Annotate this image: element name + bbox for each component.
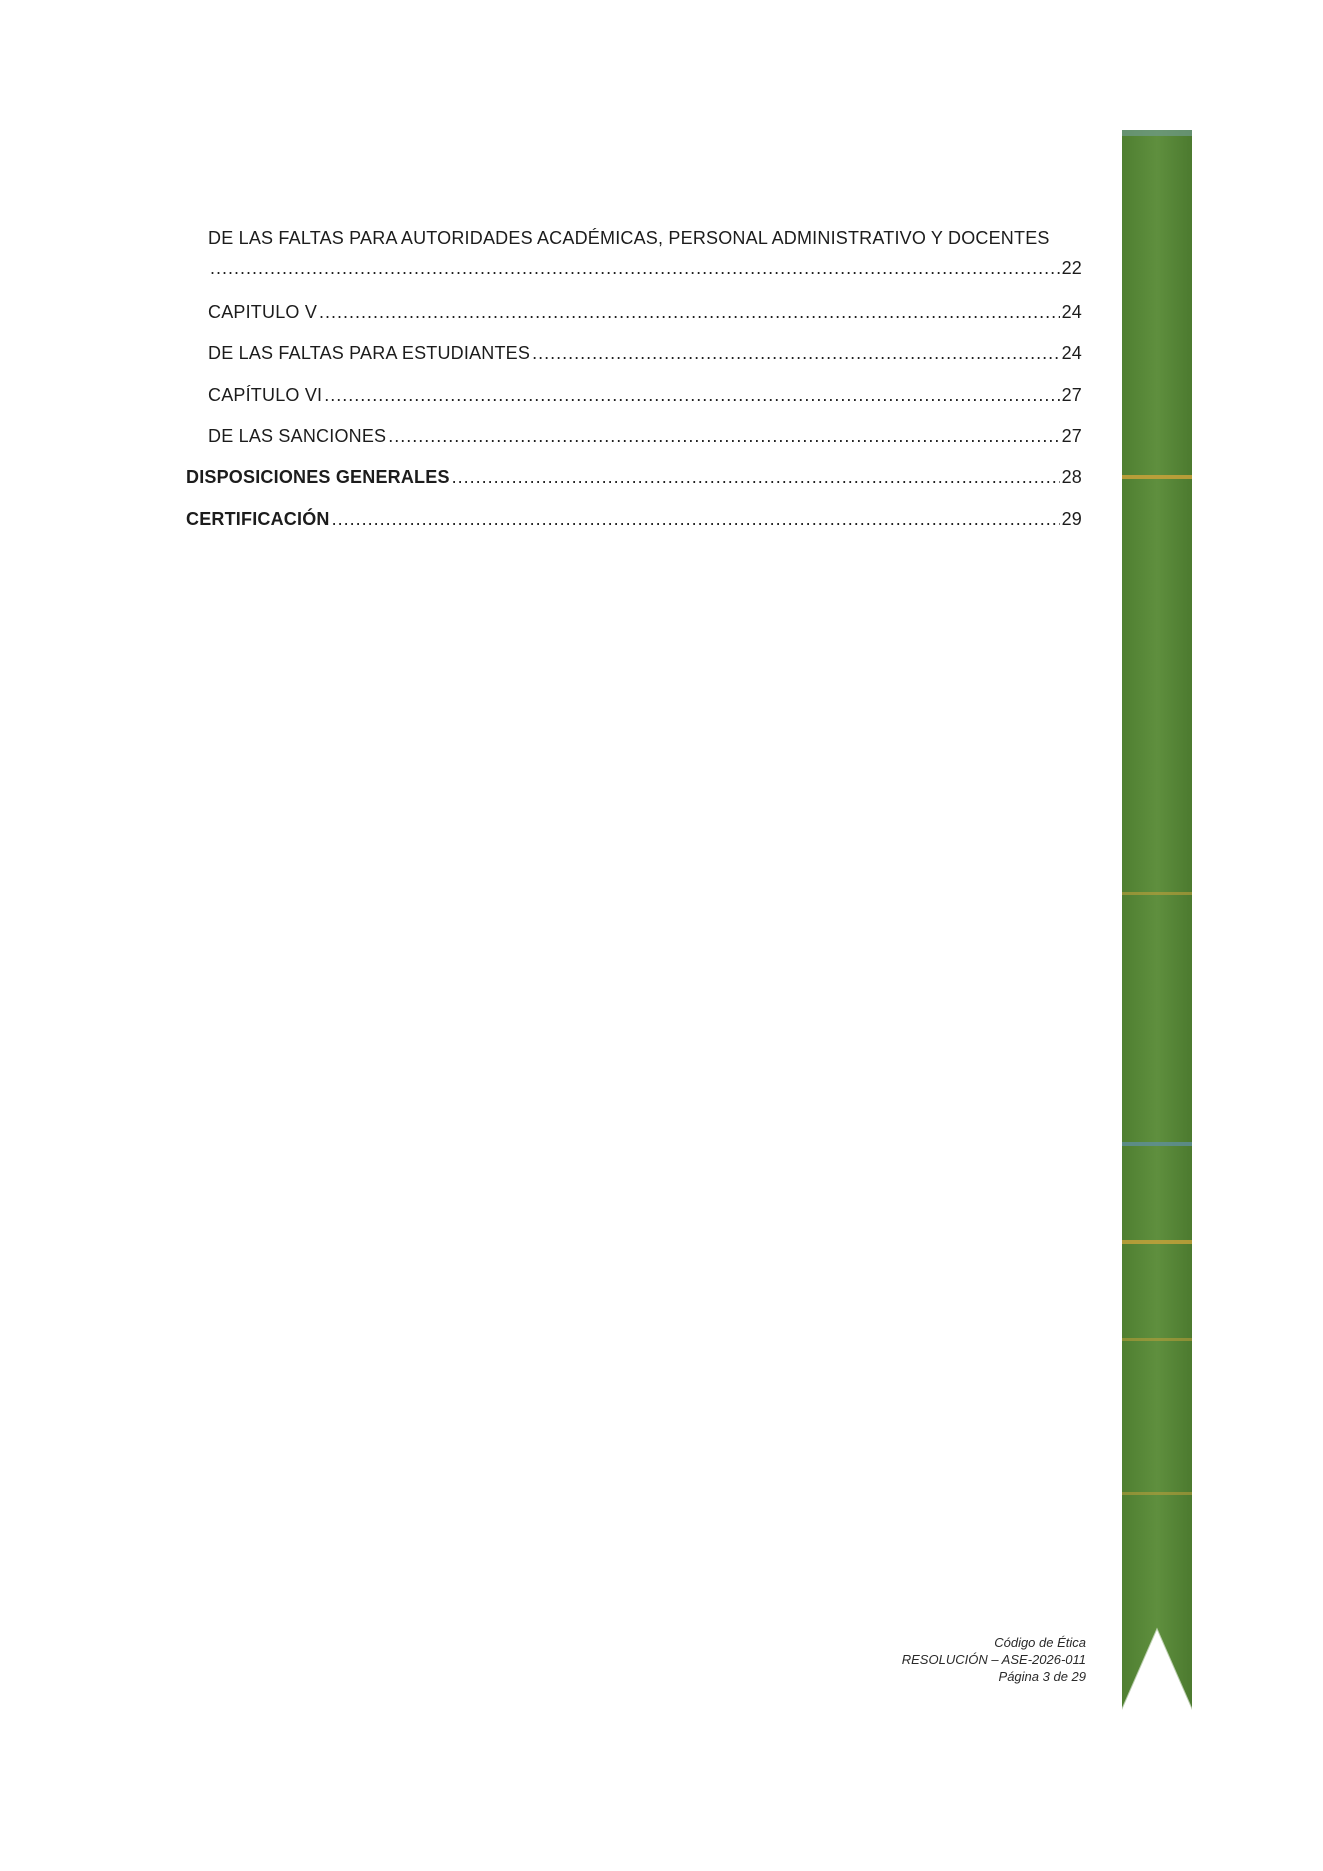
toc-entry-label: CAPÍTULO VI: [208, 385, 323, 405]
toc-dot-leader: [324, 385, 1059, 406]
toc-entry-label: DE LAS FALTAS PARA AUTORIDADES ACADÉMICAS, PERSONAL ADMINISTRATIVO Y DOCENTES: [208, 228, 1050, 248]
toc-dot-leader: [210, 258, 1060, 279]
green-ribbon-bookmark: [1118, 130, 1196, 1710]
toc-dot-leader: [452, 467, 1060, 488]
footer-page-number: Página 3 de 29: [998, 1669, 1086, 1684]
toc-dot-leader: [319, 302, 1060, 323]
toc-entry-page: 24: [1061, 302, 1082, 322]
toc-entry-certificacion: [186, 509, 1082, 530]
toc-entry-page: 27: [1061, 385, 1082, 405]
ribbon-accent-line: [1122, 892, 1192, 895]
toc-dot-leader: [388, 426, 1059, 447]
toc-entry-page: 29: [1061, 509, 1082, 529]
toc-entry-page: 24: [1061, 343, 1082, 363]
footer-resolution-number: RESOLUCIÓN – ASE-2026-011: [901, 1652, 1086, 1667]
toc-entry-capitulo-vi: [208, 385, 1082, 406]
toc-entry-page: 28: [1061, 467, 1082, 487]
toc-entry-faltas-autoridades-heading: [208, 228, 1088, 249]
ribbon-accent-line: [1122, 1492, 1192, 1495]
toc-entry-disposiciones-generales: [186, 467, 1082, 488]
footer-document-title: Código de Ética: [994, 1635, 1086, 1650]
toc-entry-label: DISPOSICIONES GENERALES: [186, 467, 450, 487]
ribbon-accent-line: [1122, 475, 1192, 479]
toc-entry-page: 22: [1061, 258, 1082, 278]
toc-dot-leader: [532, 343, 1059, 364]
toc-entry-faltas-autoridades-leader: [208, 258, 1082, 279]
toc-entry-label: CERTIFICACIÓN: [186, 509, 330, 529]
ribbon-body: [1122, 130, 1192, 1710]
ribbon-accent-line: [1122, 1338, 1192, 1341]
ribbon-accent-line: [1122, 1142, 1192, 1146]
toc-entry-label: CAPITULO V: [208, 302, 318, 322]
toc-dot-leader: [332, 509, 1060, 530]
toc-entry-label: DE LAS FALTAS PARA ESTUDIANTES: [208, 343, 531, 363]
toc-entry-faltas-estudiantes: [208, 343, 1082, 364]
toc-entry-capitulo-v: [208, 302, 1082, 323]
ribbon-accent-line: [1122, 1240, 1192, 1244]
toc-entry-sanciones: [208, 426, 1082, 447]
toc-entry-label: DE LAS SANCIONES: [208, 426, 387, 446]
ribbon-top-edge: [1122, 130, 1192, 136]
toc-entry-page: 27: [1061, 426, 1082, 446]
page-footer: [902, 1634, 1086, 1685]
